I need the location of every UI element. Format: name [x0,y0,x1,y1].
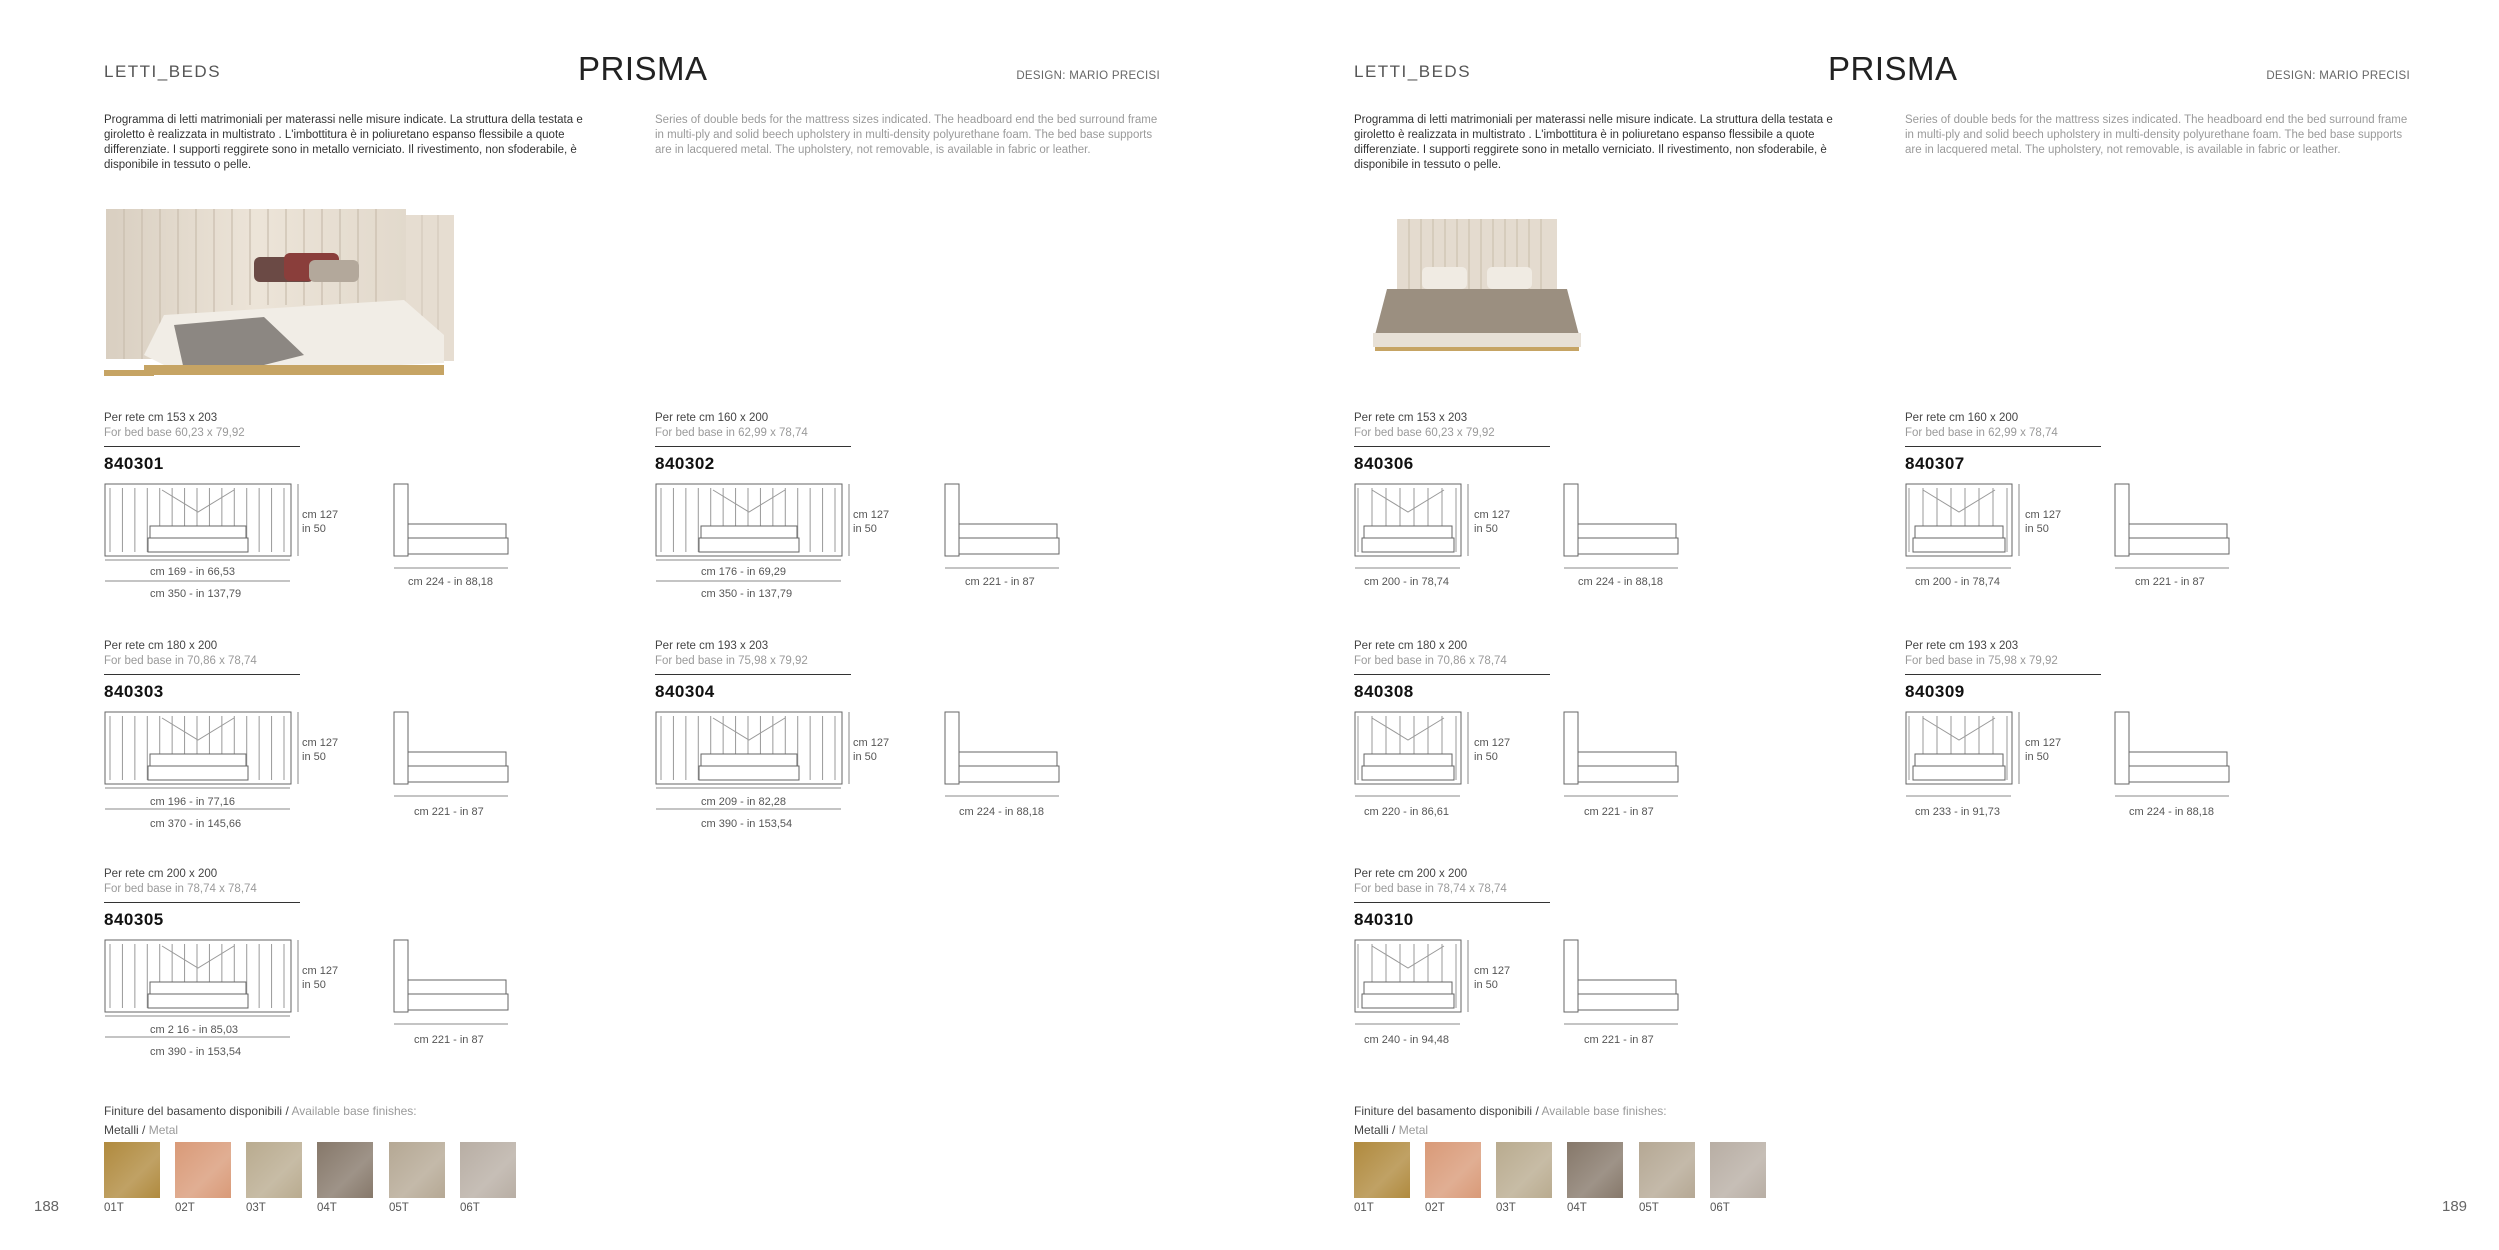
length-label: cm 221 - in 87 [2135,576,2205,588]
metal-heading: Metalli / Metal [104,1123,179,1137]
metal-it: Metalli [1354,1123,1389,1137]
finishes-en: Available base finishes: [1541,1104,1667,1118]
finishes-it: Finiture del basamento disponibili [1354,1104,1533,1118]
side-view-drawing [392,938,512,1038]
height-in: in 50 [853,523,877,535]
bed-photo-wide [104,205,456,380]
finish-swatch-04T [1567,1142,1623,1198]
model-block [1905,412,2335,612]
side-view-drawing [1562,710,1682,810]
height-cm: cm 127 [1474,965,1511,977]
front-view-drawing [655,710,855,810]
overall-width-label: cm 350 - in 137,79 [150,588,242,600]
height-in: in 50 [1474,751,1498,763]
model-block [1354,868,1784,1068]
description-italian: Programma di letti matrimoniali per materassi nelle misure indicate. La struttura della testata e giroletto è realizzata in multistrato . L'imbottitura è in poliuretano espanso flessibile a quote differenziate. I supporti reggirete sono in metallo verniciato. Il rivestimento, non sfoderabile, è disponibile in tessuto o pelle. [1354,114,1833,171]
height-label [853,508,889,536]
finish-swatch-06T [1710,1142,1766,1198]
model-code: 840302 [655,454,715,473]
finish-swatch-01T [104,1142,160,1198]
divider [1354,674,1550,675]
mattress-size-it: Per rete cm 180 x 200 [104,640,218,652]
height-label [1474,508,1510,536]
swatch-code: 03T [1496,1202,1516,1214]
height-label [302,964,338,992]
height-cm: cm 127 [1474,509,1511,521]
divider [104,902,300,903]
inner-width-label: cm 2 16 - in 85,03 [150,1024,239,1036]
divider [655,674,851,675]
divider [104,674,300,675]
mattress-size-it: Per rete cm 193 x 203 [1905,640,2019,652]
mattress-size-en: For bed base in 70,86 x 78,74 [104,655,257,667]
inner-width-label: cm 169 - in 66,53 [150,566,235,578]
swatch-code: 02T [1425,1202,1445,1214]
inner-width-label: cm 176 - in 69,29 [701,566,786,578]
height-cm: cm 127 [1474,737,1511,749]
model-block [1354,412,1784,612]
overall-width-label: cm 350 - in 137,79 [701,588,793,600]
front-view-drawing [104,710,304,810]
model-block [1354,640,1784,840]
height-cm: cm 127 [2025,509,2062,521]
mattress-size-it: Per rete cm 160 x 200 [655,412,769,424]
swatch-code: 06T [1710,1202,1730,1214]
overall-width-label: cm 240 - in 94,48 [1364,1034,1449,1046]
height-in: in 50 [1474,979,1498,991]
height-in: in 50 [853,751,877,763]
finish-swatch-03T [1496,1142,1552,1198]
divider [655,446,851,447]
height-cm: cm 127 [853,737,890,749]
page-left [0,0,1249,1250]
length-label: cm 221 - in 87 [414,806,484,818]
overall-width-label: cm 233 - in 91,73 [1915,806,2000,818]
inner-width-label: cm 196 - in 77,16 [150,796,235,808]
page-right [1250,0,2499,1250]
finish-swatch-06T [460,1142,516,1198]
swatch-code: 01T [104,1202,124,1214]
height-cm: cm 127 [302,965,339,977]
side-view-drawing [2113,482,2233,582]
height-label [853,736,889,764]
swatch-code: 02T [175,1202,195,1214]
mattress-size-en: For bed base in 78,74 x 78,74 [104,883,257,895]
height-label [302,736,338,764]
height-cm: cm 127 [853,509,890,521]
height-cm: cm 127 [2025,737,2062,749]
overall-width-label: cm 390 - in 153,54 [701,818,793,830]
swatch-code: 03T [246,1202,266,1214]
mattress-size-en: For bed base in 62,99 x 78,74 [655,427,808,439]
length-label: cm 224 - in 88,18 [2129,806,2214,818]
mattress-size-it: Per rete cm 200 x 200 [1354,868,1468,880]
finish-swatch-02T [1425,1142,1481,1198]
finish-swatch-05T [1639,1142,1695,1198]
front-view-drawing [1354,938,1554,1038]
metal-it: Metalli [104,1123,139,1137]
length-label: cm 221 - in 87 [1584,1034,1654,1046]
model-block [104,412,534,612]
divider [1354,446,1550,447]
product-title: PRISMA [578,50,708,87]
side-view-drawing [2113,710,2233,810]
side-view-drawing [392,482,512,582]
bed-photo-standard [1357,217,1597,357]
side-view-drawing [1562,938,1682,1038]
height-in: in 50 [302,751,326,763]
mattress-size-it: Per rete cm 193 x 203 [655,640,769,652]
section-label: LETTI_BEDS [104,62,222,81]
model-block [104,640,534,840]
model-code: 840307 [1905,454,1965,473]
finishes-en: Available base finishes: [291,1104,417,1118]
finish-swatch-05T [389,1142,445,1198]
mattress-size-en: For bed base 60,23 x 79,92 [104,427,245,439]
height-label [1474,964,1510,992]
finishes-it: Finiture del basamento disponibili [104,1104,283,1118]
length-label: cm 224 - in 88,18 [959,806,1044,818]
height-in: in 50 [2025,751,2049,763]
length-label: cm 224 - in 88,18 [408,576,493,588]
model-block [655,412,1085,612]
page-number: 189 [2442,1198,2468,1215]
mattress-size-en: For bed base in 75,98 x 79,92 [1905,655,2058,667]
front-view-drawing [1905,710,2105,810]
mattress-size-it: Per rete cm 160 x 200 [1905,412,2019,424]
mattress-size-en: For bed base in 75,98 x 79,92 [655,655,808,667]
height-label [302,508,338,536]
model-block [1905,640,2335,840]
height-label [1474,736,1510,764]
height-cm: cm 127 [302,509,339,521]
swatch-code: 06T [460,1202,480,1214]
mattress-size-en: For bed base in 78,74 x 78,74 [1354,883,1507,895]
height-label [2025,736,2061,764]
product-title: PRISMA [1828,50,1958,87]
overall-width-label: cm 200 - in 78,74 [1364,576,1449,588]
divider [1905,674,2101,675]
finish-swatch-02T [175,1142,231,1198]
mattress-size-en: For bed base 60,23 x 79,92 [1354,427,1495,439]
overall-width-label: cm 220 - in 86,61 [1364,806,1449,818]
model-code: 840304 [655,682,715,701]
finishes-heading: Finiture del basamento disponibili / Available base finishes: [104,1104,417,1118]
inner-width-label: cm 209 - in 82,28 [701,796,786,808]
designer-credit: DESIGN: MARIO PRECISI [2266,70,2410,82]
swatch-code: 04T [1567,1202,1587,1214]
divider [1905,446,2101,447]
length-label: cm 224 - in 88,18 [1578,576,1663,588]
height-in: in 50 [1474,523,1498,535]
length-label: cm 221 - in 87 [965,576,1035,588]
metal-en: Metal [148,1123,179,1137]
length-label: cm 221 - in 87 [414,1034,484,1046]
finishes-heading: Finiture del basamento disponibili / Available base finishes: [1354,1104,1667,1118]
mattress-size-it: Per rete cm 200 x 200 [104,868,218,880]
model-code: 840310 [1354,910,1414,929]
model-block [104,868,534,1068]
height-in: in 50 [2025,523,2049,535]
model-code: 840309 [1905,682,1965,701]
swatch-code: 04T [317,1202,337,1214]
mattress-size-en: For bed base in 62,99 x 78,74 [1905,427,2058,439]
description-english: Series of double beds for the mattress sizes indicated. The headboard end the bed surround frame in multi-ply and solid beech upholstery in multi-density polyurethane foam. The bed base supports are in lacquered metal. The upholstery, not removable, is available in fabric or leather. [655,114,1158,156]
divider [104,446,300,447]
height-cm: cm 127 [302,737,339,749]
description-italian: Programma di letti matrimoniali per materassi nelle misure indicate. La struttura della testata e giroletto è realizzata in multistrato . L'imbottitura è in poliuretano espanso flessibile a quote differenziate. I supporti reggirete sono in metallo verniciato. Il rivestimento, non sfoderabile, è disponibile in tessuto o pelle. [104,114,583,171]
side-view-drawing [943,482,1063,582]
side-view-drawing [943,710,1063,810]
section-label: LETTI_BEDS [1354,62,1472,81]
overall-width-label: cm 200 - in 78,74 [1915,576,2000,588]
page-number: 188 [34,1198,60,1215]
model-code: 840303 [104,682,164,701]
model-code: 840305 [104,910,164,929]
overall-width-label: cm 390 - in 153,54 [150,1046,242,1058]
designer-credit: DESIGN: MARIO PRECISI [1016,70,1160,82]
metal-heading: Metalli / Metal [1354,1123,1429,1137]
finish-swatch-04T [317,1142,373,1198]
metal-en: Metal [1398,1123,1429,1137]
swatch-code: 05T [1639,1202,1659,1214]
mattress-size-it: Per rete cm 153 x 203 [1354,412,1468,424]
model-block [655,640,1085,840]
front-view-drawing [1905,482,2105,582]
side-view-drawing [1562,482,1682,582]
description-english: Series of double beds for the mattress sizes indicated. The headboard end the bed surround frame in multi-ply and solid beech upholstery in multi-density polyurethane foam. The bed base supports are in lacquered metal. The upholstery, not removable, is available in fabric or leather. [1905,114,2408,156]
divider [1354,902,1550,903]
mattress-size-en: For bed base in 70,86 x 78,74 [1354,655,1507,667]
mattress-size-it: Per rete cm 153 x 203 [104,412,218,424]
swatch-code: 01T [1354,1202,1374,1214]
front-view-drawing [104,938,304,1038]
side-view-drawing [392,710,512,810]
model-code: 840306 [1354,454,1414,473]
model-code: 840308 [1354,682,1414,701]
swatch-code: 05T [389,1202,409,1214]
mattress-size-it: Per rete cm 180 x 200 [1354,640,1468,652]
height-in: in 50 [302,523,326,535]
overall-width-label: cm 370 - in 145,66 [150,818,242,830]
height-in: in 50 [302,979,326,991]
front-view-drawing [1354,710,1554,810]
model-code: 840301 [104,454,164,473]
length-label: cm 221 - in 87 [1584,806,1654,818]
finish-swatch-01T [1354,1142,1410,1198]
finish-swatch-03T [246,1142,302,1198]
height-label [2025,508,2061,536]
front-view-drawing [1354,482,1554,582]
